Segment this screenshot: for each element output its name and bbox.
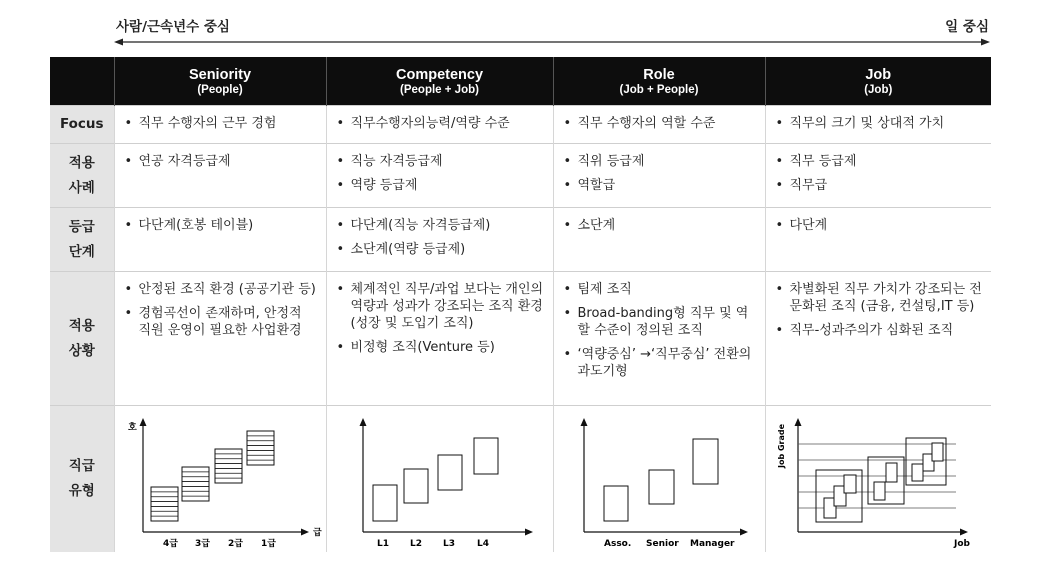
row-grade-levels <box>50 208 991 272</box>
bullet-item: • 연공 자격등급제 <box>123 153 318 170</box>
bullet-item: • 직무-성과주의가 심화된 조직 <box>774 322 984 339</box>
bullet-item: • 직무 수행자의 근무 경험 <box>123 115 318 132</box>
cell-list <box>123 115 318 132</box>
x-tick-4: 4급 <box>162 539 178 550</box>
x-tick-1: 1급 <box>260 539 276 550</box>
seniority-diagram-cell <box>114 406 326 552</box>
x-tick-2: 2급 <box>227 539 243 550</box>
bullet-item: • 소단계(역량 등급제) <box>335 241 545 258</box>
job-diagram-cell <box>765 406 991 552</box>
cell <box>765 208 991 272</box>
bullet-item: • 안정된 조직 환경 (공공기관 등) <box>123 281 318 298</box>
axis-right-label: 일 중심 <box>945 19 989 35</box>
cell-list <box>562 281 757 380</box>
job-bands <box>816 438 946 522</box>
x-tick-3: 3급 <box>194 539 210 550</box>
competency-diagram-cell <box>326 406 553 552</box>
bullet-item: • 직무급 <box>774 177 984 194</box>
bullet-item: • 소단계 <box>562 217 757 234</box>
cell <box>326 208 553 272</box>
bullet-item: • 직무수행자의능력/역량 수준 <box>335 115 545 132</box>
cell <box>326 106 553 144</box>
cell-list <box>335 281 545 356</box>
level-box-l3 <box>438 455 462 490</box>
y-axis-label: Job Grade <box>776 424 786 469</box>
role-box-senior <box>649 470 674 504</box>
cell <box>765 144 991 208</box>
axis-left-label: 사람/근속년수 중심 <box>116 19 230 35</box>
orientation-axis <box>0 0 1039 56</box>
x-axis-label: 급 <box>312 528 322 539</box>
cell-list <box>774 153 984 194</box>
bullet-item: • 직무의 크기 및 상대적 가치 <box>774 115 984 132</box>
cell-list <box>774 281 984 339</box>
role-box-associate <box>604 486 628 521</box>
bullet-item: • 역량 등급제 <box>335 177 545 194</box>
seniority-grade-diagram <box>115 406 327 551</box>
level-box-l1 <box>373 485 397 521</box>
x-tick-l4: L4 <box>476 539 489 550</box>
cell <box>765 106 991 144</box>
header-seniority: Seniority (People) <box>114 57 326 106</box>
row-label-focus: Focus <box>50 106 114 144</box>
x-tick-senior: Senior <box>645 539 679 550</box>
bullet-item: • 직위 등급제 <box>562 153 757 170</box>
y-axis-label: 호 <box>127 423 137 434</box>
bullet-item: • 경험곡선이 존재하며, 안정적 직원 운영이 필요한 사업환경 <box>123 305 318 339</box>
bullet-item: • 차별화된 직무 가치가 강조되는 전문화된 조직 (금융, 컨설팅,IT 등) <box>774 281 984 315</box>
role-box-manager <box>693 439 718 484</box>
competency-grade-diagram <box>327 406 554 551</box>
header-competency: Competency (People + Job) <box>326 57 553 106</box>
bullet-item: • 직무 등급제 <box>774 153 984 170</box>
row-cases <box>50 144 991 208</box>
header-role: Role (Job + People) <box>553 57 765 106</box>
cell-list <box>562 217 757 234</box>
cell-list <box>123 281 318 339</box>
bullet-item: • 직무 수행자의 역할 수준 <box>562 115 757 132</box>
bullet-item: • 직능 자격등급제 <box>335 153 545 170</box>
x-tick-asso: Asso. <box>603 539 631 550</box>
cell <box>553 208 765 272</box>
x-tick-l1: L1 <box>376 539 389 550</box>
row-label-diagrams: 직급 유형 <box>50 406 114 552</box>
cell <box>553 144 765 208</box>
cell <box>765 272 991 406</box>
bullet-item: • 역할급 <box>562 177 757 194</box>
level-box-l4 <box>474 438 498 474</box>
job-grade-diagram <box>766 406 992 551</box>
cell-list <box>335 217 545 258</box>
cell <box>326 144 553 208</box>
x-tick-manager: Manager <box>689 539 734 550</box>
header-row <box>50 57 991 106</box>
row-diagrams <box>50 406 991 552</box>
role-grade-diagram <box>554 406 766 551</box>
cell-list <box>562 153 757 194</box>
header-job: Job (Job) <box>765 57 991 106</box>
cell-list <box>774 217 984 234</box>
bullet-item: • 팀제 조직 <box>562 281 757 298</box>
bullet-item: • Broad-banding형 직무 및 역할 수준이 정의된 조직 <box>562 305 757 339</box>
cell <box>114 144 326 208</box>
grade-stacks <box>151 431 274 521</box>
cell <box>326 272 553 406</box>
cell-list <box>123 153 318 170</box>
cell-list <box>562 115 757 132</box>
corner-cell <box>50 57 114 106</box>
row-label-situations: 적용 상황 <box>50 272 114 406</box>
bullet-item: • 비정형 조직(Venture 등) <box>335 339 545 356</box>
row-situations <box>50 272 991 406</box>
cell-list <box>123 217 318 234</box>
cell <box>114 106 326 144</box>
row-label-cases: 적용 사례 <box>50 144 114 208</box>
level-box-l2 <box>404 469 428 503</box>
x-axis-label: Job <box>953 539 970 550</box>
bullet-item: • 다단계(호봉 테이블) <box>123 217 318 234</box>
cell <box>553 272 765 406</box>
x-tick-l2: L2 <box>409 539 422 550</box>
grade-system-comparison-table <box>50 57 991 552</box>
bullet-item: • ‘역량중심’ →‘직무중심’ 전환의 과도기형 <box>562 346 757 380</box>
cell <box>114 208 326 272</box>
cell-list <box>335 153 545 194</box>
bullet-item: • 다단계(직능 자격등급제) <box>335 217 545 234</box>
cell-list <box>335 115 545 132</box>
row-label-grade-levels: 등급 단계 <box>50 208 114 272</box>
role-diagram-cell <box>553 406 765 552</box>
bullet-item: • 체계적인 직무/과업 보다는 개인의 역량과 성과가 강조되는 조직 환경 (성장 및 도입기 조직) <box>335 281 545 332</box>
bullet-item: • 다단계 <box>774 217 984 234</box>
cell <box>114 272 326 406</box>
row-focus <box>50 106 991 144</box>
double-headed-arrow <box>0 0 1039 56</box>
cell-list <box>774 115 984 132</box>
x-tick-l3: L3 <box>442 539 455 550</box>
cell <box>553 106 765 144</box>
